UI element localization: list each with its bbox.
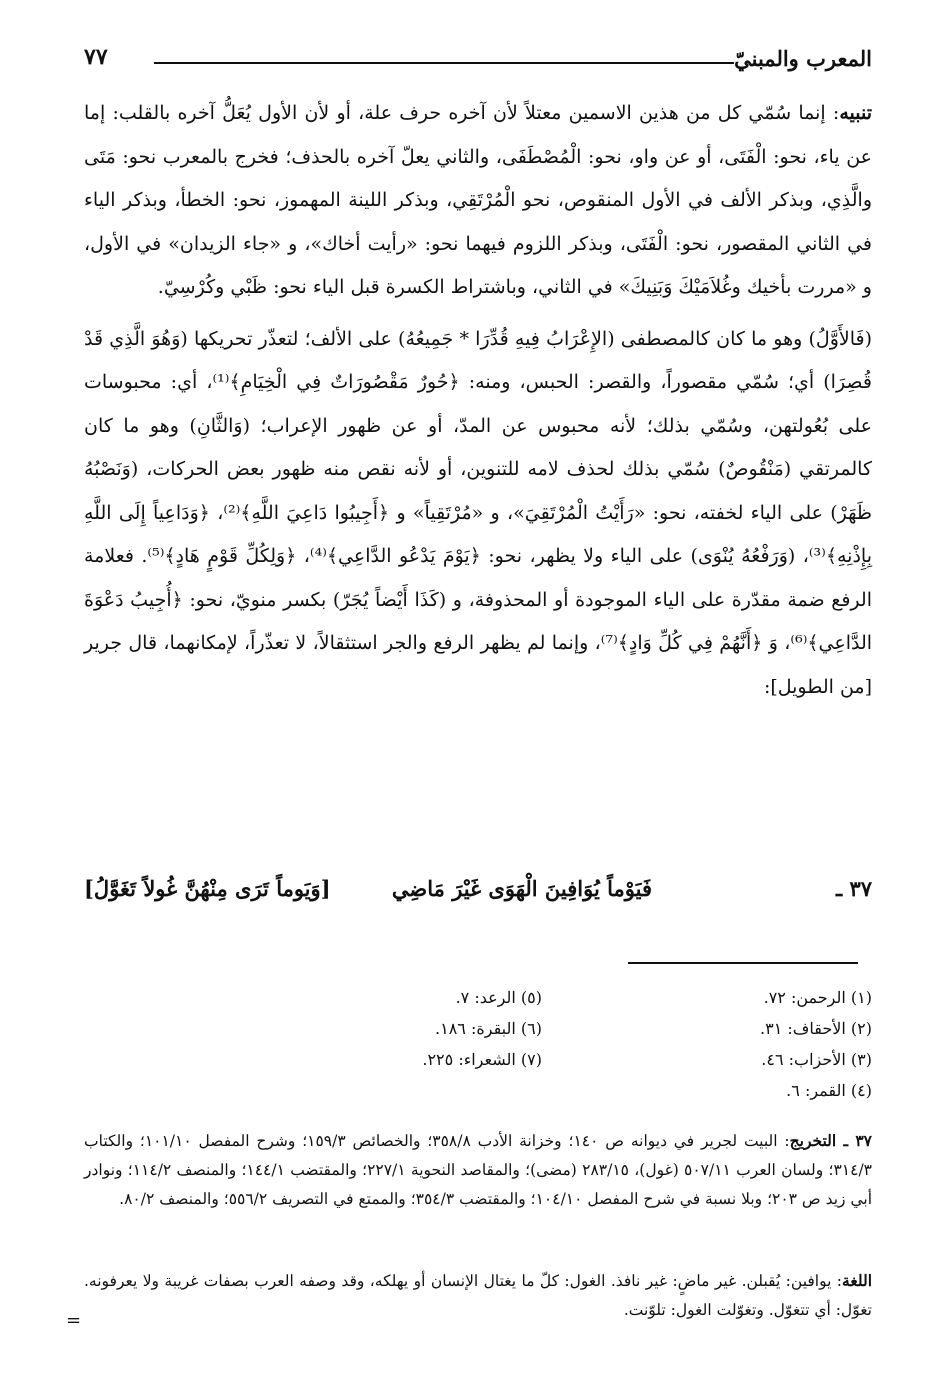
footnote-item: (٤) القمر: ٦. — [786, 1081, 872, 1100]
footnote-separator — [628, 962, 858, 964]
lugha-note — [84, 1266, 872, 1325]
footnote-item: (٥) الرعد: ٧. — [455, 988, 542, 1007]
footnote-item: (٣) الأحزاب: ٤٦. — [761, 1050, 872, 1069]
footnote-references — [84, 982, 872, 1112]
paragraph-body: : إنما سُمّي كل من هذين الاسمين معتلاً لأن آخره حرف علة، أو لأن الأول يُعَلُّ آخره بالقلب: إما عن ياء، نحو: الْفَتَى، أو عن واو، نحو: الْمُصْطَفَى، والثاني يعلّ آخره بالحذف؛ فخرج بالمعرب نحو: مَتَى والَّذِي، وبذكر الألف في الأول المنقوص، نحو الْمُرْتَقِي، وبذكر اللينة المهموز، نحو: الخطأ، وبذكر الياء في الثاني المقصور، نحو: الْفَتَى، وبذكر اللزوم فيهما نحو: «رأيت أخاك»، و «جاء الزيدان» في الأول، و «مررت بأخيك وغُلاَمَيْكَ وَبَنِيكَ» في الثاني، وباشتراط الكسرة قبل الياء نحو: ظَبْي وكُرْسِيّ. — [84, 102, 872, 298]
takhrij-note — [84, 1126, 872, 1214]
paragraph-body: (فَالأَوَّلُ) وهو ما كان كالمصطفى (الإِعْرَابُ فِيهِ قُدِّرَا * جَمِيعُهُ) على الألف؛ لتعذّر تحريكها (وَهُوَ الَّذِي قَدْ قُصِرَا) أي؛ سُمّي مقصوراً، والقصر: الحبس، ومنه: ﴿حُورٌ مَقْصُورَاتٌ فِي الْخِيَامِ﴾⁽¹⁾، أي: محبوسات على بُعُولتهن، وسُمّي بذلك؛ لأنه محبوس عن المدّ، أو عن ظهور الإعراب؛ (وَالثَّانِ) وهو ما كان كالمرتقي (مَنْقُوصٌ) سُمّي بذلك لحذف لامه للتنوين، أو لأنه نقص منه ظهور بعض الحركات، (وَنَصْبُهُ ظَهَرْ) على الياء لخفته، نحو: «رَأَيْتُ الْمُرْتَقِيَ»، و «مُرْتَقِياً» و ﴿أَجِيبُوا دَاعِيَ اللَّهِ﴾⁽²⁾، ﴿وَدَاعِياً إِلَى اللَّهِ بِإِذْنِهِ﴾⁽³⁾، (وَرَفْعُهُ يُنْوَى) على الياء ولا يظهر، نحو: ﴿يَوْمَ يَدْعُو الدَّاعِي﴾⁽⁴⁾، ﴿وَلِكُلِّ قَوْمٍ هَادٍ﴾⁽⁵⁾. فعلامة الرفع ضمة مقدّرة على الياء الموجودة أو المحذوفة، و (كَذَا أَيْضاً يُجَرّ) بكسر منويّ، نحو: ﴿أُجِيبُ دَعْوَةَ الدَّاعِي﴾⁽⁶⁾، وَ ﴿أَنَّهُمْ فِي كُلِّ وَادٍ﴾⁽⁷⁾، وإنما لم يظهر الرفع والجر استثقالاً، لا تعذّراً، لإمكانهما، قال جرير [من الطويل]: — [84, 327, 873, 698]
margin-mark: = — [66, 1310, 82, 1331]
verse-number: ٣٧ ـ — [835, 876, 872, 901]
paragraph-label: تنبيه — [839, 102, 872, 124]
footnote-item: (٧) الشعراء: ٢٢٥. — [422, 1050, 542, 1069]
footnote-item: (١) الرحمن: ٧٢. — [763, 988, 872, 1007]
verse-second-hemistich: [وَيَوماً تَرَى مِنْهُنَّ غُولاً تَغَوَّلُ] — [84, 876, 331, 901]
footnote-column-left — [422, 982, 542, 1075]
verse-first-hemistich: فَيَوْماً يُوَافِينَ الْهَوَى غَيْرَ مَاضِي — [391, 876, 652, 901]
chapter-title: المعرب والمبنيّ — [734, 46, 872, 71]
page-number: ٧٧ — [84, 44, 108, 70]
paragraph-explanation — [84, 318, 872, 710]
footnote-column-right — [760, 982, 872, 1106]
lugha-label: اللغة — [842, 1271, 872, 1290]
lugha-text: : يوافين: يُقبلن. غير ماضٍ: غير نافذ. الغول: كلّ ما يغتال الإنسان أو يهلكه، وقد وصفه العرب بصفات غريبة ولا يعرفونه. تغوّل: أي تتغوّل. وتغوّلت الغول: تلوّنت. — [84, 1272, 872, 1319]
paragraph-tanbih — [84, 92, 872, 310]
main-text — [84, 92, 872, 709]
page-header — [84, 40, 872, 80]
takhrij-label: ٣٧ ـ التخريج — [789, 1131, 873, 1150]
takhrij-text: : البيت لجرير في ديوانه ص ١٤٠؛ وخزانة الأدب ٣٥٨/٨؛ والخصائص ١٥٩/٣؛ وشرح المفصل ١٠١/١٠؛ والكتاب ٣١٤/٣؛ ولسان العرب ٥٠٧/١١ (غول)، ٢٨٣/١٥ (مضى)؛ والمقاصد النحوية ٢٢٧/١؛ والمقتضب ١٤٤/١؛ والمنصف ١١٤/٢؛ ونوادر أبي زيد ص ٢٠٣؛ وبلا نسبة في شرح المفصل ١٠٤/١٠؛ والمقتضب ٣٥٤/٣؛ والممتع في التصريف ٥٥٦/٢؛ والمنصف ٨٠/٢. — [84, 1132, 872, 1208]
poetry-verse — [84, 866, 872, 912]
footnote-item: (٢) الأحقاف: ٣١. — [760, 1019, 872, 1038]
footnote-item: (٦) البقرة: ١٨٦. — [435, 1019, 542, 1038]
header-rule — [154, 62, 734, 64]
